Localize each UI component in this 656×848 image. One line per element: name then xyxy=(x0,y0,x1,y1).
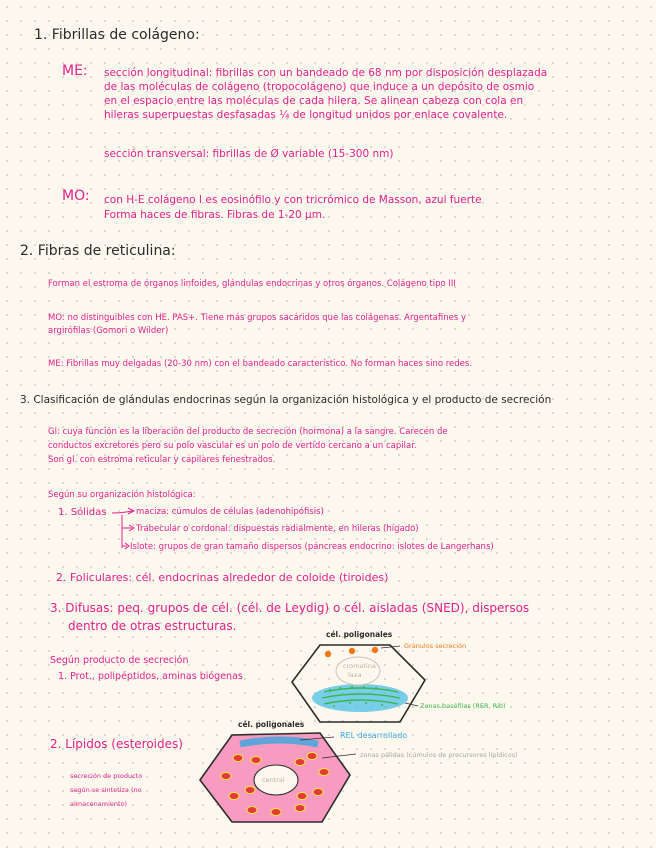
reticulina-mo-1: MO: no distinguibles con HE. PAS+. Tiene más grupos sacáridos que las colágenas. Argentafines y xyxy=(48,313,467,323)
islote: Islote: grupos de gran tamaño dispersos (páncreas endocrino: islotes de Langerhans) xyxy=(130,542,494,552)
producto-title: Según producto de secreción xyxy=(50,655,189,666)
transversal-line: sección transversal: fibrillas de Ø variable (15-300 nm) xyxy=(104,148,394,160)
foliculares: 2. Foliculares: cél. endocrinas alrededor de coloide (tiroides) xyxy=(56,571,389,584)
me-line-2: de las moléculas de colágeno (tropocolágeno) que induce a un depósito de osmio xyxy=(104,81,535,93)
nucleus1-line-1: cromatina xyxy=(343,662,376,670)
secretory-granules xyxy=(325,647,378,657)
org-title: Según su organización histológica: xyxy=(48,490,196,500)
rel-band xyxy=(240,740,318,744)
prot-item: 1. Prot., polipéptidos, aminas biógenas xyxy=(58,671,243,682)
zonas-palidas-label: zonas pálidas (cúmulos de precursores lipídicos) xyxy=(360,751,518,759)
trabecular: Trabecular o cordonal: dispuestas radialmente, en hileras (hígado) xyxy=(136,524,419,534)
diagram-protein-cell xyxy=(292,645,425,722)
difusas-line-2: dentro de otras estructuras. xyxy=(68,619,237,633)
secrecion-line-2: según se sintetiza (no xyxy=(70,786,142,794)
granulos-label: Gránulos secreción xyxy=(404,642,467,650)
me-line-1: sección longitudinal: fibrillas con un bandeado de 68 nm por disposición desplazada xyxy=(104,67,548,79)
me-line-3: en el espacio entre las moléculas de cada hilera. Se alinean cabeza con cola en xyxy=(104,95,524,107)
diagram2-label: cél. poligonales xyxy=(238,720,305,729)
lipidos-item: 2. Lípidos (esteroides) xyxy=(50,737,183,751)
reticulina-p1: Forman el estroma de órganos linfoides, glándulas endocrinas y otros órganos. Colágeno tipo III xyxy=(48,279,456,289)
secrecion-line-3: almacenamiento) xyxy=(70,800,128,808)
gl-line-1: Gl: cuya función es la liberación del producto de secreción (hormona) a la sangre. Carecen de xyxy=(48,427,448,437)
me-tag: ME: xyxy=(62,63,88,79)
me-line-4: hileras superpuestas desfasadas ¼ de longitud unidos por enlace covalente. xyxy=(104,109,508,121)
section2-title: 2. Fibras de reticulina: xyxy=(20,243,176,259)
reticulina-mo-2: argirófilas (Gomori o Wilder) xyxy=(48,326,169,336)
mo-tag: MO: xyxy=(62,188,90,204)
mo-line-2: Forma haces de fibras. Fibras de 1-20 µm. xyxy=(104,209,326,221)
solidas: 1. Sólidas xyxy=(58,507,107,518)
secrecion-line-1: secreción de producto xyxy=(70,772,143,780)
gl-line-2: conductos excretores pero su polo vascular es un polo de vertido cercano a un capilar. xyxy=(48,441,417,451)
maciza: maciza: cúmulos de células (adenohipófisis) xyxy=(136,507,324,517)
reticulina-me: ME: Fibrillas muy delgadas (20-30 nm) con el bandeado característico. No forman haces sino redes. xyxy=(48,359,473,369)
nucleus2-label: central xyxy=(262,776,285,784)
section1-title: 1. Fibrillas de colágeno: xyxy=(34,27,200,43)
gl-line-3: Son gl. con estroma reticular y capilares fenestrados. xyxy=(48,455,276,465)
nucleus1-line-2: laxa xyxy=(348,671,362,679)
solidas-arrows xyxy=(112,508,134,549)
difusas-line-1: 3. Difusas: peq. grupos de cél. (cél. de Leydig) o cél. aisladas (SNED), dispersos xyxy=(50,601,530,615)
zonas-basofilas-label: Zonas basófilas (RER, Rib) xyxy=(420,702,506,710)
mo-line-1: con H-E colágeno I es eosinófilo y con tricrómico de Masson, azul fuerte xyxy=(104,194,482,206)
section3-title: 3. Clasificación de glándulas endocrinas según la organización histológica y el producto de secreción xyxy=(20,394,552,406)
diagram1-label: cél. poligonales xyxy=(326,630,393,639)
rel-label: REL desarrollado xyxy=(340,731,408,740)
